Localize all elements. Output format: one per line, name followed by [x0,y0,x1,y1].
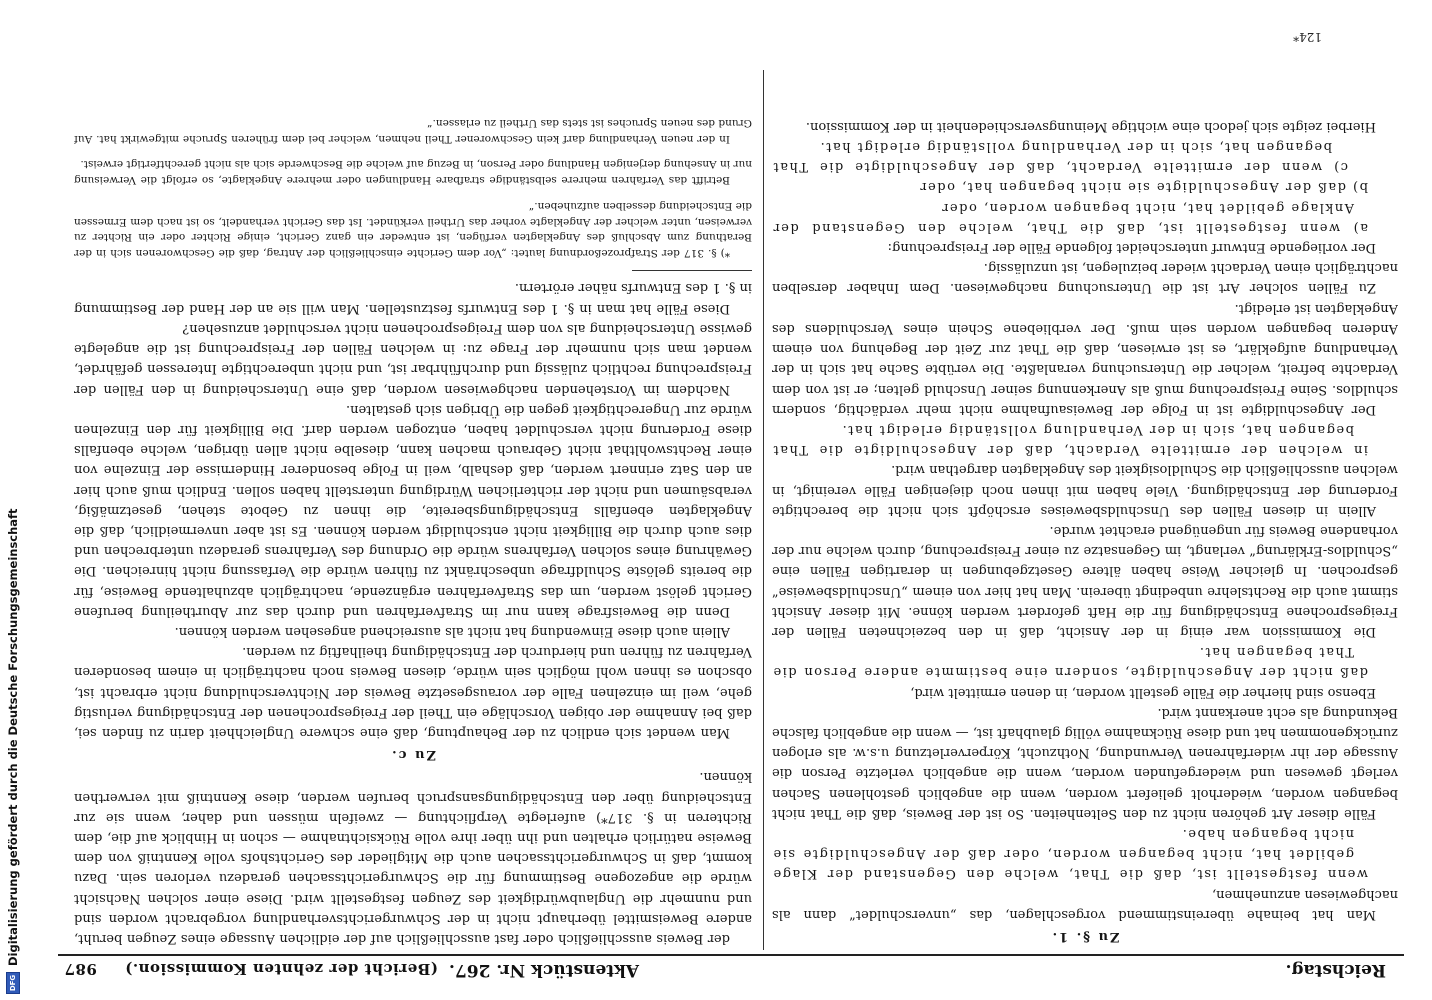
running-head-right [58,960,438,978]
indented-clause: daß nicht der Angeschuldigte, sondern eine bestimmte andere Person die That begangen hat. [772,644,1368,680]
running-head [58,960,1404,994]
body-paragraph: Fälle dieser Art gehören nicht zu den Seltenheiten. So ist der Beweis, daß die That nicht begangen worden, wiederholt geliefert worden, wenn die angeblich gestohlenen Sachen verlegt gewesen und wiedergefunden worden, wenn die angeblich verletzte Person die Aussage der ihr widerfahrenen Verwundung, Nothzucht, Körperverletzung u.s.w. als erlogen zurückgenommen hat und diese Rücknahme völlig glaubhaft ist, — wenn die angeblich falsche Bekundung als echt anerkannt wird. [772,704,1398,821]
body-paragraph: Man wendet sich endlich zu der Behauptung, daß eine schwere Ungleichheit darin zu finden sei, daß bei Annahme der obigen Vorschläge ein Theil der Freigesprochenen der Entschädigung verlustig gehe, weil im einzelnen Falle der vorausgesetzte Beweis der Nichtverschuldung nicht erbracht ist, obschon es ihnen wohl möglich sein würde, diesen Beweis noch nachträglich in einem besonderen Verfahren zu führen und hierdurch der Entschädigung theilhaftig zu werden. [74,644,752,740]
indented-clause: c) wenn der ermittelte Verdacht, daß der Angeschuldigte die That begangen hat, sich in der Verhandlung vollständig erledigt hat. [772,139,1348,175]
running-head-left: Reichstag. [1285,960,1386,980]
footnote-paragraph: In der neuen Verhandlung darf kein Geschworener Theil nehmen, welcher bei dem früheren Spruche mitgewirkt hat. Auf Grund des neuen Spruches ist stets das Urtheil zu erlassen.“ [74,116,752,145]
commission-report-title: (Bericht der zehnten Kommission.) [124,960,438,978]
footnote-rule [632,270,752,271]
header-rule [58,954,1404,956]
body-paragraph: Ebenso sind hierher die Fälle gestellt worden, in denen ermittelt wird, [910,684,1376,700]
body-paragraph: der Beweis ausschließlich oder fast ausschließlich auf der eidlichen Aussage eines Zeugen beruht, andere Beweismittel überhaupt nicht in der Schwurgerichtsverhandlung vorgebracht worden sind und nunmehr die Unglaubwürdigkeit des Zeugen festgestellt wird. Diese einer solchen Nachsicht würde die angezogene Bestimmung für die Schwurgerichtssachen geradezu verloren sein. Dazu kommt, daß in Schwurgerichtssachen auch die Mitglieder des Gerichtshofs volle Kenntniß von dem Beweise natürlich erhalten und ihn über ihre volle Rücksichtnahme — schon in Hinblick auf die, dem Richteren in §. 317*) auferlegte Verpflichtung — zweifeln müssen und daher, wenn sie zur Entscheidung über den Entschädigungsanspruch berufen werden, diese Kenntniß mit verwerthen können. [74,769,752,946]
footnote-paragraph: Betrifft das Verfahren mehrere selbständige strafbare Handlungen oder mehrere Angeklagte, so erfolgt die Verweisung nur in Ansehung derjenigen Handlung oder Person, in Bezug auf welche die Beschwerde sich als nicht gerechtfertigt erweist. [74,158,752,187]
body-paragraph: Der Angeschuldigte ist in Folge der Beweisaufnahme nicht mehr verdächtig, sondern schuldlos. Seine Freisprechung muß als Anerkennung seiner Unschuld gelten; er ist von dem Verdachte befreit, welcher die Untersuchung veranlaßte. Die verübte Sache hat sich in der Verhandlung aufgeklärt, es ist erwiesen, daß die That zur Zeit der Begehung von einem Anderen begangen worden sein muß. Der verbliebene Schein eines Verschuldens des Angeklagten ist erledigt. [772,300,1398,417]
digitization-credit [2,0,24,1000]
page-number: 987 [64,960,97,978]
body-paragraph: Die Kommission war einig in der Ansicht, daß in den bezeichneten Fällen der Freigesprochene Entschädigung für die Haft gefordert werden könne. Mit dieser Ansicht stimmt auch die Rechtslehre unbedingt überein. Man hat hier von einem „Unschuldsbeweise“ gesprochen. In gleicher Weise haben ältere Gesetzgebungen in derartigen Fällen eine „Schuldlos-Erklärung“ verlangt, im Gegensatze zu einer Freisprechung, durch welche nur der vorhandene Beweis für ungenügend erachtet wurde. [772,522,1398,639]
footnote-paragraph: *) §. 317 der Strafprozeßordnung lautet: „Vor dem Gerichte einschließlich der Antrag, daß die Geschworenen sich in der Berathung zum Abschluß des Angeklagten verfügen, ist entweder ein ganz Gericht, einige Richter oder ein Richter zu verweisen, unter welcher der Angeklagte vorher das Urtheil verkündet. Ist das Gericht verhandelt, so ist nach dem Ermessen die Entscheidung desselben aufzuheben.“ [74,199,752,260]
body-paragraph: Allein auch diese Einwendung hat nicht als ausreichend angesehen werden können. [174,623,730,639]
body-paragraph: Diese Fälle hat man in §. 1 des Entwurfs festzustellen. Man will sie an der Hand der Bestimmung in §. 1 des Entwurfs näher erörtern. [74,280,752,316]
sheet-signature: 124* [1293,30,1322,44]
body-paragraph: Allein in diesen Fällen des Unschuldsbeweises erschöpft sich nicht die berechtigte Forderung der Entschädigung. Viele haben mit ihnen noch diejenigen Fälle vereinigt, in welchen ausschließlich die Schuldlosigkeit des Angeklagten dargethan wird. [772,462,1398,518]
indented-clause: b) daß der Angeschuldigte sie nicht begangen hat, oder [918,179,1368,195]
body-paragraph: Hierbei zeigte sich jedoch eine wichtige Meinungsverschiedenheit in der Kommission. [805,118,1376,134]
body-paragraph: Der vorliegende Entwurf unterscheidet folgende Fälle der Freisprechung: [887,240,1376,256]
right-text-column [74,18,752,948]
indented-clause: in welchen der ermittelte Verdacht, daß der Angeschuldigte die That begangen hat, sich in der Verhandlung vollständig erledigt hat. [772,421,1368,458]
indented-clause: wenn festgestellt ist, daß die That, welche den Gegenstand der Klage gebildet hat, nicht begangen worden, oder daß der Angeschuldigte sie nicht begangen habe. [772,825,1368,882]
credit-text: Digitalisierung gefördert durch die Deutsche Forschungsgemeinschaft [6,508,20,966]
dfg-logo-icon: DFG [6,972,20,994]
left-text-column [772,18,1398,948]
body-paragraph: Nachdem im Vorstehenden nachgewiesen worden, daß eine Unterscheidung in den Fällen der Freisprechung rechtlich zulässig und durchführbar ist, und nicht unberechtigte Interessen gefährdet, wendet man sich nunmehr der Frage zu: in welchen Fällen der Freisprechung ist die angelegte gewisse Unterscheidung als von dem Freigesprochenen nicht verschuldet anzusehen? [74,320,752,397]
body-paragraph: Man hat beinahe übereinstimmend vorgeschlagen, das „unverschuldet“ dann als nachgewiesen anzunehmen, [772,886,1398,922]
section-heading: Zu c. [390,747,436,763]
body-paragraph: Denn die Beweisfrage kann nur im Strafverfahren und durch das zur Aburtheilung berufene Gericht gelöst werden, um das Strafverfahren ergänzende, nachträglich abzuhaltende Beweise, für die bereits gelöste Schuldfrage unbeschränkt zu führen würde die Verfassung nicht hinreichen. Die Gewährung eines solchen Verfahrens würde die Ordnung des Verfahrens geradezu unterbrechen und dies auch durch die Billigkeit nicht entschuldigt werden können. Es ist aber unvermeidlich, daß die Angeklagten ebenfalls Entschädigungsbereite, die ihnen zu Gebote stehen, gesetzmäßig, verabsäumen und nicht der richterlichen Würdigung unterstellt haben sollen. Endlich muß auch hier an den Satz erinnert werden, daß deshalb, weil in Folge besonderer Hindernisse der Einzelne von einer Rechtswohlthat nicht Gebrauch machen kann, dieselbe nicht allen übrigen, welche ebenfalls diese Forderung nicht verschuldet haben, entzogen werden darf. Die Billigkeit für den Einzelnen würde zur Ungerechtigkeit gegen die Übrigen sich gestalten. [74,401,752,619]
scanned-page [40,0,1432,1000]
column-divider [763,70,764,950]
indented-clause: a) wenn festgestellt ist, daß die That, welche den Gegenstand der Anklage gebildet hat, nicht begangen worden, oder [772,199,1368,235]
section-heading: Zu §. 1. [1050,929,1120,944]
running-head-center: Aktenstück Nr. 267. [449,960,640,980]
body-paragraph: Zu Fällen solcher Art ist die Untersuchung nachgewiesen. Dem Inhaber derselben nachträglich einen Verdacht wieder beizulegen, ist unzulässig. [772,260,1398,296]
